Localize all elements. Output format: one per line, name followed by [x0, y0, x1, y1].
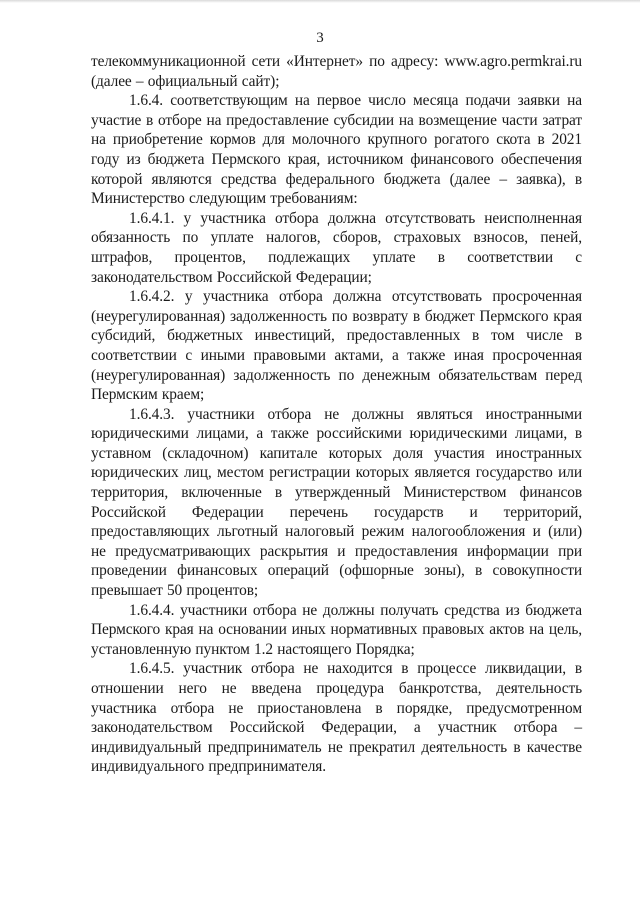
paragraph-1-6-4-5: 1.6.4.5. участник отбора не находится в процессе ликвидации, в отношении него не введена процедура банкротства, деятельность участника отбора не приостановлена в порядке, предусмотренном законодательством Российской Федерации, а участник отбора – индивидуальный предприниматель не прекратил деятельность в качестве индивидуального предпринимателя.: [91, 660, 582, 776]
scan-edge: [0, 0, 640, 3]
paragraph-1-6-4-2: 1.6.4.2. у участника отбора должна отсутствовать просроченная (неурегулированная) задолженность по возврату в бюджет Пермского края субсидий, бюджетных инвестиций, предоставленных в том числе в соответствии с иными правовыми актами, а также иная просроченная (неурегулированная) задолженность по денежным обязательствам перед Пермским краем;: [91, 288, 582, 404]
page-number: 3: [316, 30, 324, 46]
paragraph-1-6-4-3: 1.6.4.3. участники отбора не должны являться иностранными юридическими лицами, а также российскими юридическими лицами, в уставном (складочном) капитале которых доля участия иностранных юридических лиц, местом регистрации которых является государство или территория, включенные в утвержденный Министерством финансов Российской Федерации перечень государств и территорий, предоставляющих льготный налоговый режим налогообложения и (или) не предусматривающих раскрытия и предоставления информации при проведении финансовых операций (офшорные зоны), в совокупности превышает 50 процентов;: [91, 405, 582, 600]
paragraph-1-6-4-1: 1.6.4.1. у участника отбора должна отсутствовать неисполненная обязанность по уплате налогов, сборов, страховых взносов, пеней, штрафов, процентов, подлежащих уплате в соответствии с законодательством Российской Федерации;: [91, 209, 582, 286]
paragraph-1-6-4: 1.6.4. соответствующим на первое число месяца подачи заявки на участие в отборе на предоставление субсидии на возмещение части затрат на приобретение кормов для молочного крупного рогатого скота в 2021 году из бюджета Пермского края, источником финансового обеспечения которой являются средства федерального бюджета (далее – заявка), в Министерство следующим требованиям:: [91, 92, 582, 208]
document-body: [91, 52, 582, 777]
paragraph-1-6-4-4: 1.6.4.4. участники отбора не должны получать средства из бюджета Пермского края на основании иных нормативных правовых актов на цель, установленную пунктом 1.2 настоящего Порядка;: [91, 601, 582, 658]
paragraph-continuation: телекоммуникационной сети «Интернет» по адресу: www.agro.permkrai.ru (далее – официальный сайт);: [91, 53, 582, 90]
